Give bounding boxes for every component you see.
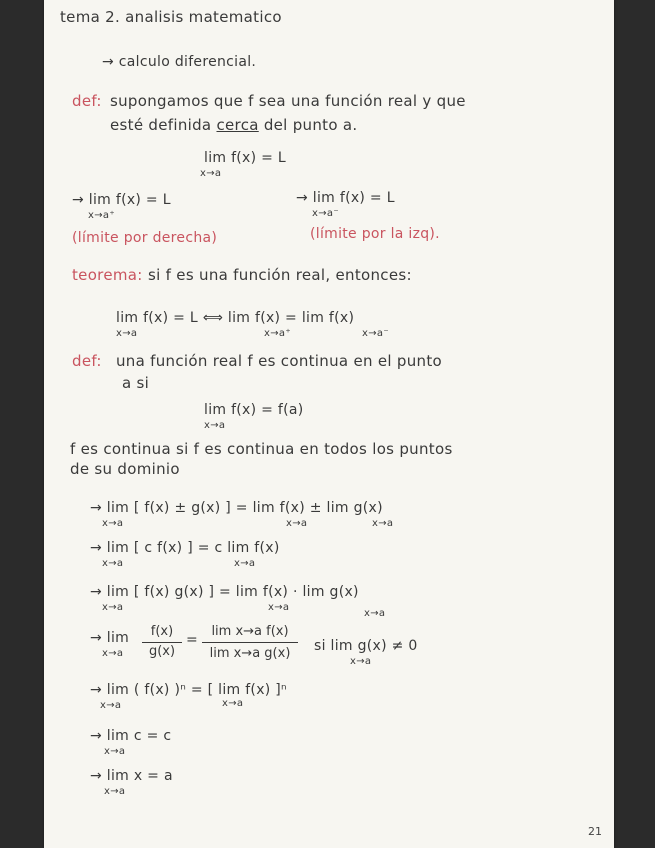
property-identity-limit-sub: x→a	[104, 786, 126, 797]
continuity-subscript: x→a	[204, 420, 226, 431]
property-quotient-sub: x→a	[102, 648, 124, 659]
theorem-sub-3: x→a⁻	[362, 328, 389, 339]
limit-formula: lim f(x) = L	[204, 150, 287, 166]
property-power-sub2: x→a	[222, 698, 244, 709]
notebook-page	[44, 0, 614, 848]
quotient-denominator: g(x)	[148, 644, 176, 659]
right-limit-formula: → lim f(x) = L	[72, 192, 171, 208]
subtitle: → calculo diferencial.	[102, 54, 257, 70]
property-product-sub1: x→a	[102, 602, 124, 613]
property-constant-sub1: x→a	[102, 558, 124, 569]
continuity-formula: lim f(x) = f(a)	[204, 402, 304, 418]
property-power: → lim ( f(x) )ⁿ = [ lim f(x) ]ⁿ	[90, 682, 287, 698]
quotient-limit-numerator: lim x→a f(x)	[211, 624, 289, 639]
property-product-sub3: x→a	[364, 608, 386, 619]
def1-text-line2	[110, 116, 357, 134]
quotient-limit-denominator: lim x→a g(x)	[209, 646, 291, 661]
fraction-bar	[142, 642, 182, 643]
quotient-equals: =	[186, 632, 199, 648]
property-constant-multiple: → lim [ c f(x) ] = c lim f(x)	[90, 540, 280, 556]
property-sum-sub3: x→a	[372, 518, 394, 529]
quotient-numerator: f(x)	[150, 624, 174, 639]
property-sum-sub1: x→a	[102, 518, 124, 529]
property-quotient-lim: → lim	[90, 630, 130, 646]
def1-underlined-word: cerca	[216, 116, 259, 134]
theorem-formula: lim f(x) = L ⟺ lim f(x) = lim f(x)	[116, 310, 355, 326]
property-constant-sub2: x→a	[234, 558, 256, 569]
property-product-sub2: x→a	[268, 602, 290, 613]
right-limit-note: (límite por derecha)	[72, 230, 218, 246]
property-constant-limit-sub: x→a	[104, 746, 126, 757]
property-constant-limit: → lim c = c	[90, 728, 172, 744]
property-identity-limit: → lim x = a	[90, 768, 173, 784]
limit-subscript: x→a	[200, 168, 222, 179]
left-limit-formula: → lim f(x) = L	[296, 190, 395, 206]
theorem-text: si f es una función real, entonces:	[148, 266, 412, 284]
continuity-text-line2: de su dominio	[70, 460, 180, 478]
continuity-text-line1: f es continua si f es continua en todos los puntos	[70, 440, 453, 458]
def1-text-part: esté definida	[110, 116, 217, 134]
property-product: → lim [ f(x) g(x) ] = lim f(x) · lim g(x)	[90, 584, 359, 600]
right-limit-subscript: x→a⁺	[88, 210, 115, 221]
property-sum: → lim [ f(x) ± g(x) ] = lim f(x) ± lim g(x)	[90, 500, 383, 516]
left-limit-subscript: x→a⁻	[312, 208, 339, 219]
theorem-sub-1: x→a	[116, 328, 138, 339]
theorem-sub-2: x→a⁺	[264, 328, 291, 339]
def2-text-line1: una función real f es continua en el punto	[116, 352, 443, 370]
quotient-condition: si lim g(x) ≠ 0	[314, 638, 418, 654]
page-number: 21	[588, 825, 602, 838]
def1-text-part: del punto a.	[258, 116, 358, 134]
page-title: tema 2. analisis matematico	[60, 8, 282, 26]
left-limit-note: (límite por la izq).	[310, 226, 440, 242]
def2-label: def:	[72, 352, 102, 370]
fraction-bar	[202, 642, 298, 643]
property-power-sub1: x→a	[100, 700, 122, 711]
def1-text-line1: supongamos que f sea una función real y que	[110, 92, 466, 110]
property-sum-sub2: x→a	[286, 518, 308, 529]
quotient-condition-sub: x→a	[350, 656, 372, 667]
def1-label: def:	[72, 92, 102, 110]
theorem-label: teorema:	[72, 266, 143, 284]
def2-text-line2: a si	[122, 374, 150, 392]
